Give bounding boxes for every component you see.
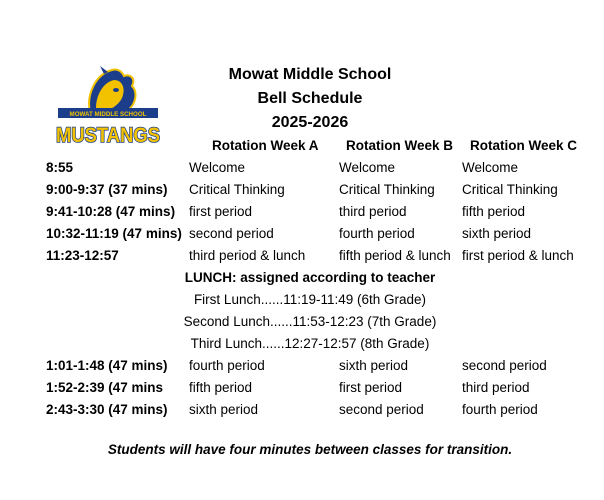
schedule-row [0, 402, 604, 422]
schedule-row [0, 160, 604, 180]
row-week-b: Welcome [339, 160, 396, 175]
schedule-row [0, 226, 604, 246]
schedule-row [0, 380, 604, 400]
row-week-c: fourth period [462, 402, 538, 417]
schedule-row [0, 204, 604, 224]
row-week-a: sixth period [189, 402, 259, 417]
mustangs-logo [52, 64, 164, 148]
row-time: 10:32-11:19 (47 mins) [46, 226, 182, 241]
column-header-week-a: Rotation Week A [212, 138, 319, 153]
row-time: 9:41-10:28 (47 mins) [46, 204, 176, 219]
row-week-c: sixth period [462, 226, 532, 241]
column-header-week-b: Rotation Week B [346, 138, 454, 153]
row-week-b: third period [339, 204, 407, 219]
row-week-b: fourth period [339, 226, 415, 241]
row-week-b: sixth period [339, 358, 409, 373]
school-year: 2025-2026 [271, 114, 349, 131]
row-week-c: second period [462, 358, 547, 373]
schedule-row [0, 248, 604, 268]
transition-note: Students will have four minutes between classes for transition. [107, 442, 513, 457]
row-week-c: third period [462, 380, 530, 395]
lunch-second: Second Lunch......11:53-12:23 (7th Grade) [183, 314, 437, 329]
row-time: 1:01-1:48 (47 mins) [46, 358, 168, 373]
logo-top-text: MOWAT MIDDLE SCHOOL [69, 111, 147, 118]
row-week-a: fifth period [189, 380, 253, 395]
school-name: Mowat Middle School [228, 66, 392, 83]
row-week-a: second period [189, 226, 274, 241]
row-time: 9:00-9:37 (37 mins) [46, 182, 168, 197]
row-week-b: first period [339, 380, 403, 395]
row-week-a: Critical Thinking [189, 182, 285, 197]
row-week-c: fifth period [462, 204, 526, 219]
row-time: 11:23-12:57 [46, 248, 119, 263]
row-week-c: Critical Thinking [462, 182, 558, 197]
lunch-third: Third Lunch......12:27-12:57 (8th Grade) [190, 336, 430, 351]
row-week-a: third period & lunch [189, 248, 306, 263]
row-week-c: Welcome [462, 160, 519, 175]
document-title: Bell Schedule [257, 90, 363, 107]
row-time: 1:52-2:39 (47 mins [46, 380, 164, 395]
schedule-row [0, 182, 604, 202]
mustang-horse-icon [52, 64, 164, 148]
lunch-first: First Lunch......11:19-11:49 (6th Grade) [193, 292, 427, 307]
logo-main-text: MUSTANGS [56, 124, 160, 147]
row-week-b: fifth period & lunch [339, 248, 451, 263]
lunch-title: LUNCH: assigned according to teacher [184, 270, 436, 285]
row-week-b: second period [339, 402, 424, 417]
row-week-a: Welcome [189, 160, 246, 175]
row-time: 2:43-3:30 (47 mins) [46, 402, 168, 417]
row-week-a: fourth period [189, 358, 265, 373]
schedule-row [0, 358, 604, 378]
row-week-c: first period & lunch [462, 248, 574, 263]
row-week-a: first period [189, 204, 253, 219]
row-week-b: Critical Thinking [339, 182, 435, 197]
column-header-week-c: Rotation Week C [470, 138, 578, 153]
row-time: 8:55 [46, 160, 74, 175]
